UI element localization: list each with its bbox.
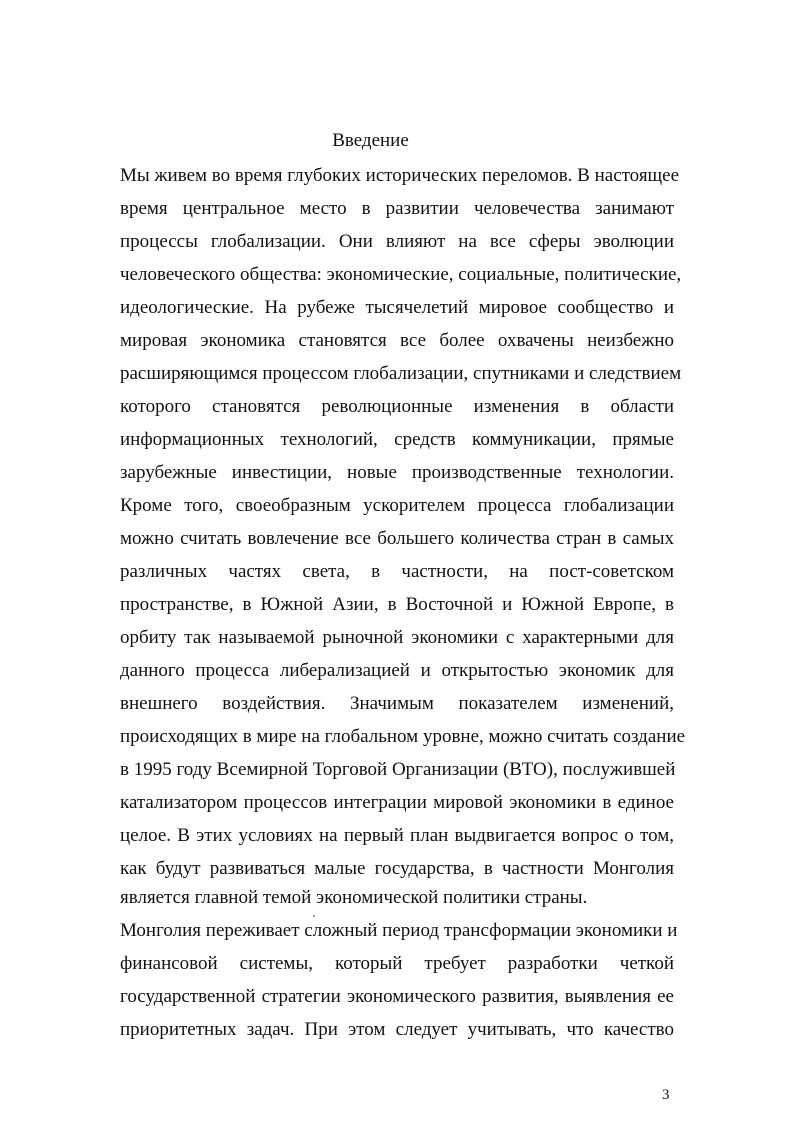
text-line: целое. В этих условиях на первый план выдвигается вопрос о том, (120, 825, 674, 846)
scan-speck (313, 915, 315, 917)
text-line: Кроме того, своеобразным ускорителем процесса глобализации (120, 495, 674, 516)
text-line: внешнего воздействия. Значимым показателем изменений, (120, 693, 674, 714)
text-line: приоритетных задач. При этом следует учитывать, что качество (120, 1019, 674, 1040)
text-line: в 1995 году Всемирной Торговой Организации (ВТО), послужившей (120, 759, 676, 780)
text-line: зарубежные инвестиции, новые производственные технологии. (120, 462, 674, 483)
text-line: данного процесса либерализацией и открытостью экономик для (120, 660, 674, 681)
text-line: человеческого общества: экономические, социальные, политические, (120, 264, 682, 285)
text-line: расширяющимся процессом глобализации, спутниками и следствием (120, 363, 682, 384)
text-line: мировая экономика становятся все более охвачены неизбежно (120, 330, 674, 351)
text-line: время центральное место в развитии человечества занимают (120, 198, 674, 219)
text-line: Мы живем во время глубоких исторических переломов. В настоящее (120, 165, 680, 186)
page-number: 3 (662, 1087, 670, 1103)
text-line: различных частях света, в частности, на пост-советском (120, 561, 674, 582)
text-line: государственной стратегии экономического развития, выявления ее (120, 986, 674, 1007)
section-heading: Введение (332, 130, 409, 151)
text-line: орбиту так называемой рыночной экономики с характерными для (120, 627, 674, 648)
text-line: как будут развиваться малые государства, в частности Монголия (120, 858, 674, 879)
text-line: идеологические. На рубеже тысячелетий мировое сообщество и (120, 297, 674, 318)
text-line: является главной темой экономической политики страны. (120, 887, 588, 908)
text-line: катализатором процессов интеграции мировой экономики в единое (120, 792, 674, 813)
text-line: финансовой системы, который требует разработки четкой (120, 953, 674, 974)
text-line: процессы глобализации. Они влияют на все сферы эволюции (120, 231, 674, 252)
text-line: пространстве, в Южной Азии, в Восточной и Южной Европе, в (120, 594, 674, 615)
text-line: Монголия переживает сложный период трансформации экономики и (120, 920, 678, 941)
text-line: информационных технологий, средств коммуникации, прямые (120, 429, 674, 450)
text-line: которого становятся революционные изменения в области (120, 396, 674, 417)
text-line: происходящих в мире на глобальном уровне, можно считать создание (120, 726, 686, 747)
text-line: можно считать вовлечение все большего количества стран в самых (120, 528, 674, 549)
